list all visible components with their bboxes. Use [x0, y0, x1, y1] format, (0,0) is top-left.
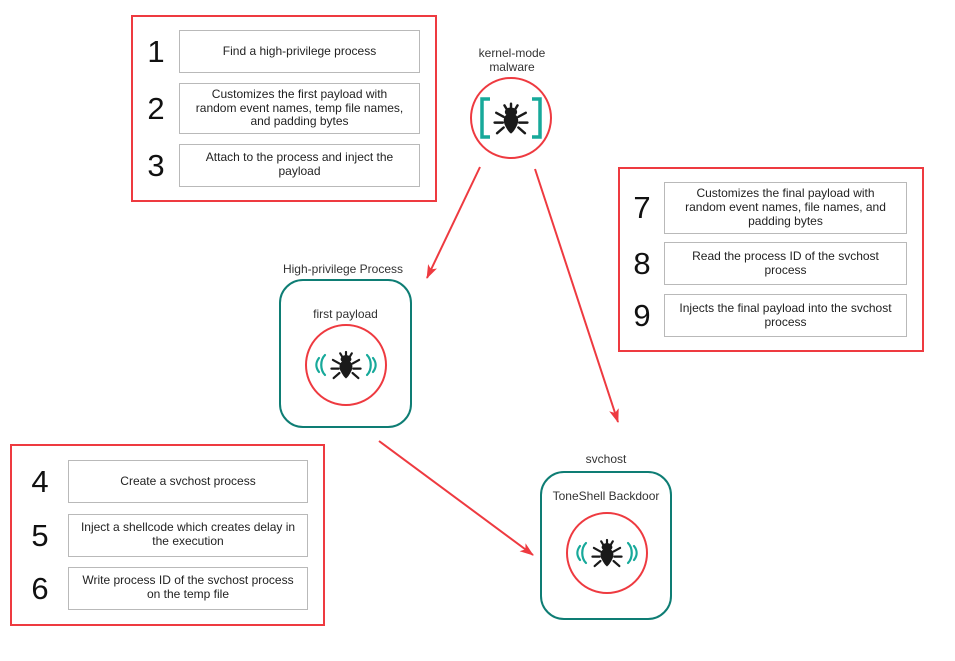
step-number: 5 — [31, 517, 49, 553]
step-number: 7 — [633, 190, 651, 226]
step-number: 1 — [147, 34, 165, 70]
bug-icon — [591, 538, 623, 568]
step-text-box: Customizes the first payload with random event names, temp file names, and padding bytes — [179, 83, 420, 135]
step-row — [12, 514, 308, 557]
step-row — [12, 460, 308, 503]
step-number: 4 — [31, 464, 49, 500]
toneshell-backdoor-label: ToneShell Backdoor — [552, 489, 660, 503]
step-group-1-3 — [131, 15, 437, 202]
first-payload-malware-circle — [305, 324, 387, 406]
arrow-kernel-to-svchost — [535, 169, 618, 422]
step-number: 2 — [147, 90, 165, 126]
first-payload-label: first payload — [313, 307, 378, 321]
bracket-right-icon — [531, 97, 542, 139]
step-row — [133, 83, 420, 135]
step-text-box: Inject a shellcode which creates delay in the execution — [68, 514, 308, 557]
kernel-malware-node — [470, 77, 552, 159]
toneshell-malware-circle — [566, 512, 648, 594]
svchost-label: svchost — [585, 452, 627, 466]
step-row — [12, 567, 308, 610]
high-privilege-process-node — [279, 279, 412, 428]
step-row — [620, 242, 907, 285]
step-number: 3 — [147, 147, 165, 183]
svchost-node — [540, 471, 672, 620]
wave-left-icon — [313, 352, 328, 378]
step-row — [620, 294, 907, 337]
step-text-box: Read the process ID of the svchost process — [664, 242, 907, 285]
bracket-left-icon — [480, 97, 491, 139]
step-number: 6 — [31, 570, 49, 606]
step-group-4-6 — [10, 444, 325, 626]
step-text-box: Find a high-privilege process — [179, 30, 420, 73]
step-number: 8 — [633, 246, 651, 282]
arrow-high-privilege-to-svchost — [379, 441, 533, 555]
step-row — [620, 182, 907, 234]
step-text-box: Attach to the process and inject the payload — [179, 144, 420, 187]
wave-right-icon — [364, 352, 379, 378]
step-number: 9 — [633, 298, 651, 334]
wave-left-icon — [574, 540, 589, 566]
step-row — [133, 144, 420, 187]
bug-icon — [330, 350, 362, 380]
bug-icon — [493, 102, 529, 135]
step-text-box: Write process ID of the svchost process on the temp file — [68, 567, 308, 610]
step-text-box: Create a svchost process — [68, 460, 308, 503]
high-privilege-process-label: High-privilege Process — [282, 262, 404, 276]
wave-right-icon — [625, 540, 640, 566]
step-group-7-9 — [618, 167, 924, 352]
step-text-box: Injects the final payload into the svchost process — [664, 294, 907, 337]
step-text-box: Customizes the final payload with random event names, file names, and padding bytes — [664, 182, 907, 234]
kernel-malware-label: kernel-mode malware — [478, 46, 546, 75]
step-row — [133, 30, 420, 73]
